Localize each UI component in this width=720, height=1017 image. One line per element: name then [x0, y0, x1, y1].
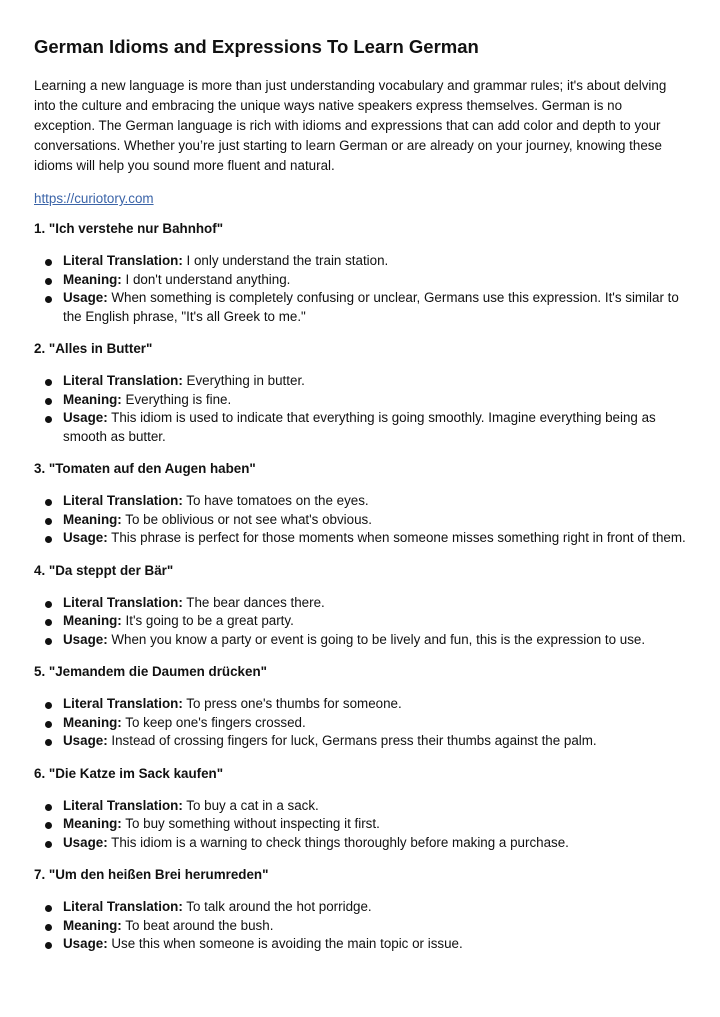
- idiom-meaning-label: Meaning:: [63, 816, 122, 831]
- idiom-usage-text: This phrase is perfect for those moments when someone misses something right in front of them.: [111, 530, 686, 545]
- idiom-meaning-text: It's going to be a great party.: [125, 613, 294, 628]
- idiom-meaning-label: Meaning:: [63, 613, 122, 628]
- idiom-literal-item: [34, 695, 686, 714]
- idiom-details-list: [34, 252, 686, 326]
- idiom-literal-label: Literal Translation:: [63, 493, 183, 508]
- idiom-usage-text: Use this when someone is avoiding the main topic or issue.: [111, 936, 463, 951]
- idiom-details-list: [34, 695, 686, 751]
- page-title: German Idioms and Expressions To Learn German: [34, 36, 479, 57]
- idiom-meaning-label: Meaning:: [63, 917, 122, 933]
- idiom-meaning-text: To keep one's fingers crossed.: [125, 714, 306, 730]
- idiom-usage-item: [34, 834, 686, 853]
- idiom-literal-item: [34, 594, 686, 613]
- idiom-literal-text: To talk around the hot porridge.: [186, 899, 372, 914]
- source-link[interactable]: https://curiotory.com: [34, 191, 154, 206]
- idiom-usage-item: [34, 631, 686, 650]
- idiom-usage-item: [34, 732, 686, 751]
- idiom-literal-label: Literal Translation:: [63, 797, 183, 813]
- idiom-meaning-text: To be oblivious or not see what's obvious.: [125, 511, 372, 527]
- idiom-literal-text: To press one's thumbs for someone.: [186, 696, 402, 711]
- idiom-meaning-text: To buy something without inspecting it first.: [125, 816, 380, 831]
- idiom-literal-item: [34, 797, 686, 816]
- idiom-usage-label: Usage:: [63, 290, 108, 305]
- idiom-literal-text: To buy a cat in a sack.: [186, 797, 319, 813]
- idiom-literal-label: Literal Translation:: [63, 594, 183, 610]
- idiom-meaning-text: To beat around the bush.: [125, 917, 274, 933]
- idiom-meaning-text: I don't understand anything.: [125, 271, 291, 287]
- idiom-literal-text: To have tomatoes on the eyes.: [186, 493, 369, 508]
- idiom-usage-label: Usage:: [63, 631, 108, 647]
- idiom-heading: 7. "Um den heißen Brei herumreden": [34, 867, 269, 882]
- idiom-heading: 4. "Da steppt der Bär": [34, 562, 174, 578]
- idiom-heading: 6. "Die Katze im Sack kaufen": [34, 765, 224, 781]
- idiom-usage-text: When something is completely confusing or unclear, Germans use this expression. It's similar to the English phrase, "It's all Greek to me.": [63, 290, 679, 324]
- idiom-list: [34, 220, 686, 954]
- idiom-meaning-item: [34, 612, 686, 631]
- idiom-literal-text: I only understand the train station.: [186, 253, 389, 268]
- idiom-usage-label: Usage:: [63, 530, 108, 545]
- idiom-heading: 5. "Jemandem die Daumen drücken": [34, 664, 267, 679]
- idiom-meaning-item: [34, 391, 686, 410]
- idiom-meaning-label: Meaning:: [63, 714, 122, 730]
- idiom-heading: 1. "Ich verstehe nur Bahnhof": [34, 221, 224, 236]
- idiom-literal-label: Literal Translation:: [63, 253, 183, 268]
- idiom-usage-item: [34, 935, 686, 954]
- idiom-meaning-item: [34, 815, 686, 834]
- idiom-literal-item: [34, 492, 686, 511]
- idiom-literal-item: [34, 898, 686, 917]
- idiom-literal-text: The bear dances there.: [186, 594, 325, 610]
- idiom-usage-text: This idiom is a warning to check things thoroughly before making a purchase.: [111, 834, 569, 850]
- idiom-details-list: [34, 898, 686, 954]
- idiom-details-list: [34, 594, 686, 650]
- idiom-literal-text: Everything in butter.: [186, 373, 305, 388]
- idiom-usage-text: This idiom is used to indicate that everything is going smoothly. Imagine everything being as smooth as butter.: [63, 410, 656, 444]
- idiom-literal-item: [34, 372, 686, 391]
- idiom-details-list: [34, 372, 686, 446]
- idiom-literal-label: Literal Translation:: [63, 696, 183, 711]
- intro-paragraph: Learning a new language is more than just understanding vocabulary and grammar rules; it's about delving into the culture and embracing the unique ways native speakers express themselves. German is no exception. The German language is rich with idioms and expressions that can add color and depth to your conversations. Whether you’re just starting to learn German or are already on your journey, knowing these idioms will help you sound more fluent and natural.: [34, 78, 667, 173]
- idiom-meaning-item: [34, 511, 686, 530]
- idiom-meaning-item: [34, 917, 686, 936]
- idiom-literal-item: [34, 252, 686, 271]
- idiom-meaning-label: Meaning:: [63, 511, 122, 527]
- idiom-usage-text: When you know a party or event is going to be lively and fun, this is the expression to use.: [111, 631, 646, 647]
- idiom-literal-label: Literal Translation:: [63, 373, 183, 388]
- idiom-meaning-label: Meaning:: [63, 271, 122, 287]
- idiom-usage-item: [34, 289, 686, 326]
- idiom-usage-text: Instead of crossing fingers for luck, Germans press their thumbs against the palm.: [111, 733, 597, 748]
- idiom-usage-label: Usage:: [63, 834, 108, 850]
- idiom-usage-item: [34, 409, 686, 446]
- idiom-details-list: [34, 797, 686, 853]
- idiom-usage-label: Usage:: [63, 936, 108, 951]
- idiom-meaning-item: [34, 714, 686, 733]
- idiom-heading: 2. "Alles in Butter": [34, 341, 153, 356]
- idiom-usage-label: Usage:: [63, 733, 108, 748]
- idiom-heading: 3. "Tomaten auf den Augen haben": [34, 461, 256, 476]
- idiom-meaning-item: [34, 271, 686, 290]
- idiom-usage-item: [34, 529, 686, 548]
- idiom-meaning-text: Everything is fine.: [125, 391, 232, 407]
- idiom-usage-label: Usage:: [63, 410, 108, 425]
- idiom-meaning-label: Meaning:: [63, 391, 122, 407]
- idiom-details-list: [34, 492, 686, 548]
- idiom-literal-label: Literal Translation:: [63, 899, 183, 914]
